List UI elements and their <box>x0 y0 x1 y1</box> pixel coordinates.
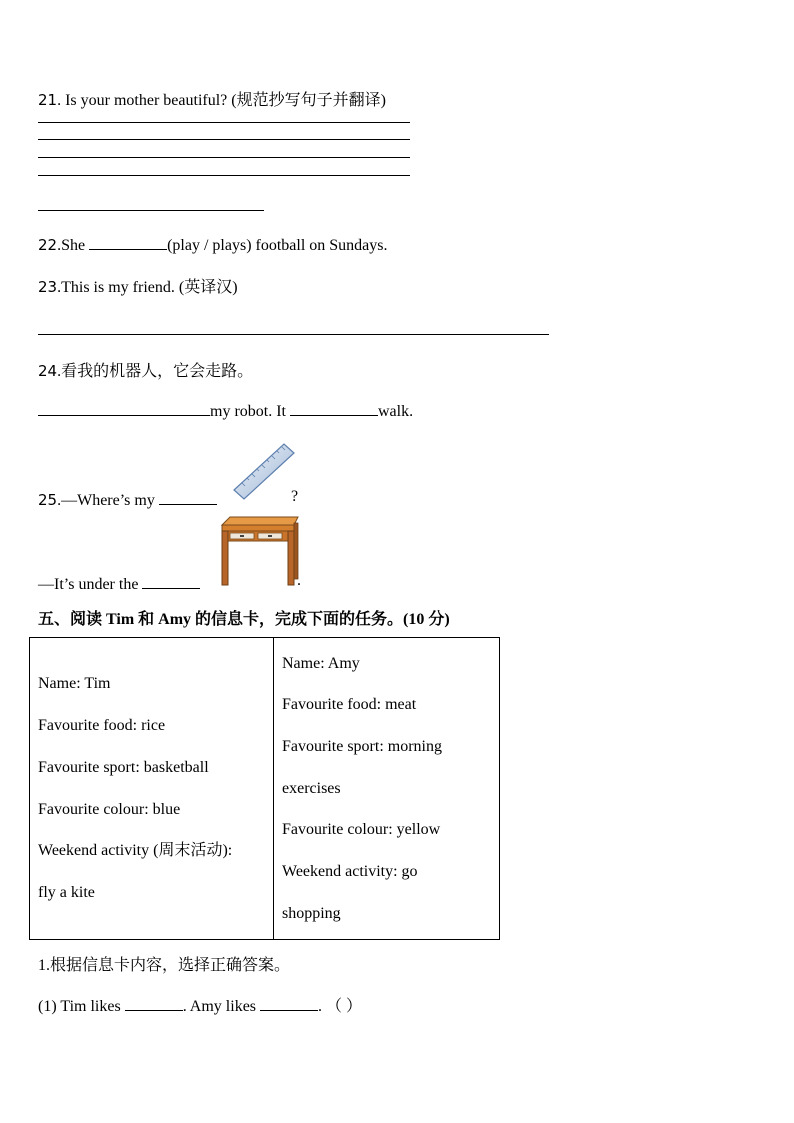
fill-blank[interactable] <box>290 399 378 416</box>
fill-blank[interactable] <box>125 994 183 1011</box>
task-1-question-1 <box>38 993 362 1016</box>
fill-blank[interactable] <box>260 994 318 1011</box>
tim-weekend-value: fly a kite <box>38 883 95 901</box>
question-text: .She <box>57 237 90 254</box>
fill-blank[interactable] <box>89 233 167 250</box>
question-24-answer <box>38 399 413 421</box>
amy-food: Favourite food: meat <box>282 696 417 714</box>
question-25-line-1 <box>38 488 217 510</box>
question-number: 21 <box>38 91 58 109</box>
amy-colour: Favourite colour: yellow <box>282 821 441 839</box>
question-number: 22 <box>38 236 58 254</box>
question-21 <box>38 87 386 110</box>
tim-sport: Favourite sport: basketball <box>38 758 209 776</box>
question-mark: ? <box>291 488 299 505</box>
tim-name: Name: Tim <box>38 675 111 693</box>
ruler-icon <box>228 440 298 502</box>
question-text: .This is my friend. (英译汉) <box>57 279 238 296</box>
question-23 <box>38 274 238 297</box>
question-text: (play / plays) football on Sundays. <box>167 237 388 254</box>
question-number: 25 <box>38 491 58 509</box>
amy-sport-cont: exercises <box>282 779 341 797</box>
section-title: 五、阅读 Tim 和 Amy 的信息卡，完成下面的任务。(10 分) <box>38 611 450 628</box>
question-22 <box>38 233 388 255</box>
info-card-table <box>29 637 500 940</box>
desk-icon <box>218 515 300 587</box>
question-number: 24 <box>38 362 58 380</box>
answer-line[interactable] <box>38 122 410 123</box>
translation-line[interactable] <box>38 210 264 211</box>
question-text: walk. <box>378 403 414 420</box>
amy-sport: Favourite sport: morning <box>282 737 442 755</box>
amy-weekend-value: shopping <box>282 904 341 922</box>
question-24 <box>38 358 253 381</box>
answer-line[interactable] <box>38 157 410 158</box>
question-text: . Is your mother beautiful? (规范抄写句子并翻译) <box>57 92 386 109</box>
amy-card <box>274 638 500 940</box>
amy-name: Name: Amy <box>282 654 360 672</box>
question-text: . Amy likes <box>182 998 261 1015</box>
question-text: my robot. It <box>210 403 290 420</box>
question-number: 23 <box>38 278 58 296</box>
task-1-instruction: 1.根据信息卡内容，选择正确答案。 <box>38 957 291 974</box>
answer-line[interactable] <box>38 175 410 176</box>
tim-food: Favourite food: rice <box>38 717 166 735</box>
tim-card <box>30 638 274 940</box>
tim-weekend-label: Weekend activity (周末活动): <box>38 842 233 860</box>
tim-colour: Favourite colour: blue <box>38 800 181 818</box>
answer-line[interactable] <box>38 334 549 335</box>
question-text: .看我的机器人，它会走路。 <box>57 363 254 380</box>
answer-bracket[interactable]: . （ ） <box>318 998 363 1015</box>
amy-weekend-label: Weekend activity: go <box>282 863 418 881</box>
answer-line[interactable] <box>38 139 410 140</box>
fill-blank[interactable] <box>38 399 210 416</box>
question-25-line-2 <box>38 572 200 594</box>
fill-blank[interactable] <box>159 488 217 505</box>
question-text: .—Where’s my <box>57 492 159 509</box>
period: . <box>297 572 301 589</box>
fill-blank[interactable] <box>142 572 200 589</box>
question-text: (1) Tim likes <box>38 998 125 1015</box>
question-text: —It’s under the <box>38 576 143 593</box>
